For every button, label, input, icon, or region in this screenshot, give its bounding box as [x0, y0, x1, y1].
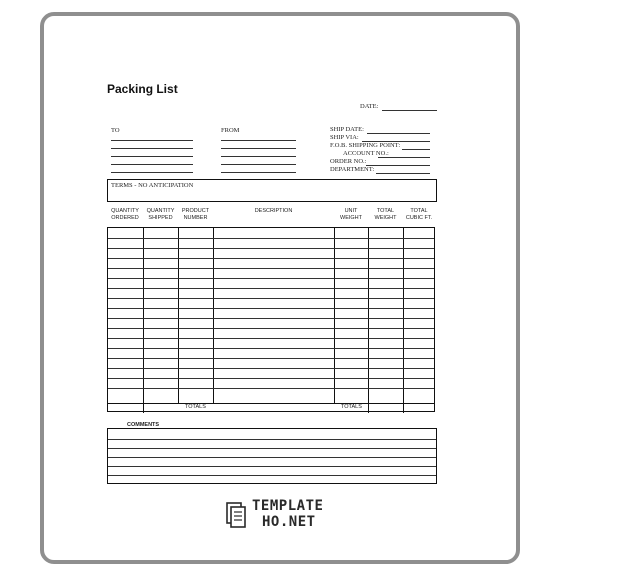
- col-total-weight: TOTAL WEIGHT: [374, 208, 397, 221]
- department-label: DEPARTMENT:: [330, 166, 375, 173]
- terms-text: TERMS - NO ANTICIPATION: [111, 182, 194, 189]
- page-title: Packing List: [107, 82, 178, 96]
- ship-date-label: SHIP DATE:: [330, 126, 364, 133]
- col-quantity-ordered: QUANTITY ORDERED: [111, 208, 139, 221]
- document-logo-icon: [226, 499, 248, 529]
- terms-box: [107, 179, 437, 202]
- order-no-label: ORDER NO.:: [330, 158, 367, 165]
- account-no-label: ACCOUNT NO.:: [343, 150, 389, 157]
- totals-left-label: TOTALS: [185, 404, 206, 410]
- totals-right-label: TOTALS: [341, 404, 362, 410]
- comments-label: COMMENTS: [127, 422, 160, 428]
- col-quantity-shipped: QUANTITY SHIPPED: [146, 208, 175, 221]
- fob-label: F.O.B. SHIPPING POINT:: [330, 142, 401, 149]
- logo-text-line2: HO.NET: [262, 514, 316, 530]
- col-product-number: PRODUCT NUMBER: [181, 208, 210, 221]
- col-unit-weight: UNIT WEIGHT: [340, 208, 362, 221]
- comments-box: [107, 428, 437, 484]
- from-label: FROM: [221, 127, 240, 134]
- col-total-cubic-ft: TOTAL CUBIC FT.: [405, 208, 433, 221]
- col-description: DESCRIPTION: [254, 208, 293, 214]
- logo-text-line1: TEMPLATE: [252, 498, 324, 514]
- date-label: DATE:: [360, 103, 379, 110]
- items-table: [107, 227, 435, 412]
- date-line: [382, 110, 437, 111]
- ship-via-label: SHIP VIA:: [330, 134, 359, 141]
- to-label: TO: [111, 127, 120, 134]
